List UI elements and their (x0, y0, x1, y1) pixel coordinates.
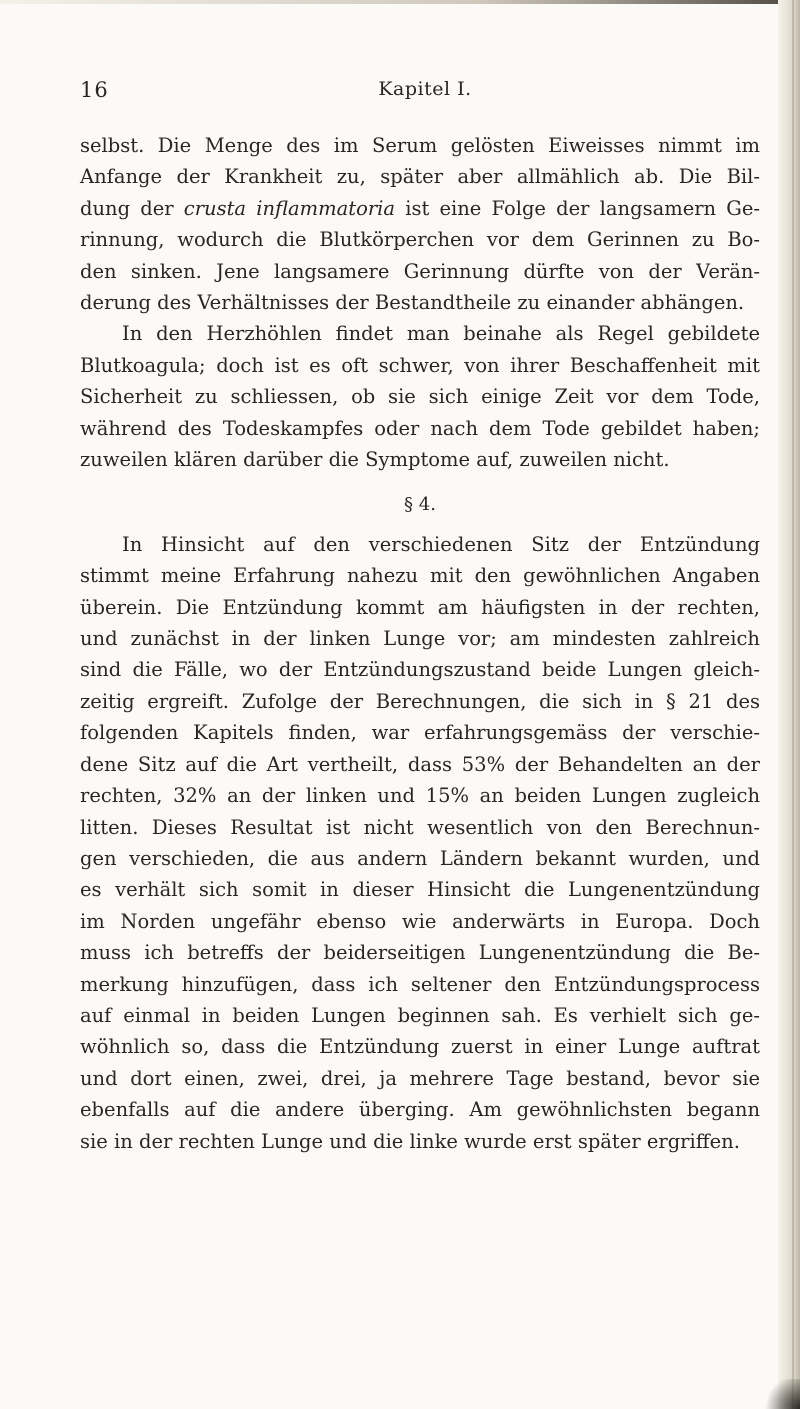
text-line: sie in der rechten Lunge und die linke wurde erst später ergriffen. (80, 1129, 740, 1153)
text-line: überein. Die Entzündung kommt am häufigsten in der rechten, (80, 595, 760, 619)
italic-term: crusta inflammatoria (183, 196, 396, 220)
top-edge-shadow (0, 0, 800, 4)
text-line: wöhnlich so, dass die Entzündung zuerst in einer Lunge auftrat (80, 1035, 760, 1059)
text-line: selbst. Die Menge des im Serum gelösten Eiweisses nimmt im (80, 134, 760, 157)
text-line: zuweilen klären darüber die Symptome auf, zuweilen nicht. (80, 448, 670, 472)
section-heading: § 4. (404, 494, 436, 516)
paragraph-3 (80, 529, 760, 1157)
text-line: stimmt meine Erfahrung nahezu mit den gewöhnlichen Angaben (80, 564, 760, 588)
text-line: merkung hinzufügen, dass ich seltener den Entzündungsprocess (80, 972, 760, 996)
text-line: gen verschieden, die aus andern Ländern bekannt wurden, und (80, 846, 760, 870)
text-line: ebenfalls auf die andere überging. Am gewöhnlichsten begann (80, 1098, 760, 1122)
text-line: es verhält sich somit in dieser Hinsicht die Lungenentzündung (80, 878, 760, 902)
text-line: derung des Verhältnisses der Bestandtheile zu einander abhängen. (80, 291, 745, 315)
text-line: litten. Dieses Resultat ist nicht wesentlich von den Berechnun- (80, 815, 760, 839)
page-edge (778, 0, 800, 1409)
body-text (80, 130, 760, 1157)
text-line: Anfange der Krankheit zu, später aber allmählich ab. Die Bil- (80, 165, 760, 189)
text-line: dene Sitz auf die Art vertheilt, dass 53% der Behandelten an der (80, 752, 760, 776)
paragraph-2 (80, 318, 760, 475)
text-line: rinnung, wodurch die Blutkörperchen vor dem Gerinnen zu Bo- (80, 228, 760, 252)
text-line: rechten, 32% an der linken und 15% an beiden Lungen zugleich (80, 784, 760, 808)
text-line: muss ich betreffs der beiderseitigen Lungenentzündung die Be- (80, 941, 760, 965)
text-line (80, 193, 760, 224)
text-span: ist eine Folge der langsamern Ge- (395, 196, 761, 220)
text-span: dung der (80, 196, 184, 220)
text-line: folgenden Kapitels finden, war erfahrungsgemäss der verschie- (80, 721, 760, 745)
text-line: Sicherheit zu schliessen, ob sie sich einige Zeit vor dem Tode, (80, 385, 760, 409)
corner-shadow (760, 1379, 800, 1409)
text-line: Blutkoagula; doch ist es oft schwer, von ihrer Beschaffenheit mit (80, 353, 760, 377)
page-number: 16 (80, 78, 109, 102)
text-line: den sinken. Jene langsamere Gerinnung dürfte von der Verän- (80, 259, 760, 283)
text-line: zeitig ergreift. Zufolge der Berechnungen, die sich in § 21 des (80, 689, 760, 713)
text-line: im Norden ungefähr ebenso wie anderwärts in Europa. Doch (80, 909, 760, 933)
page-edge-line (792, 0, 794, 1409)
text-line: sind die Fälle, wo der Entzündungszustand beide Lungen gleich- (80, 658, 760, 682)
page-header (80, 78, 770, 112)
text-line: und zunächst in der linken Lunge vor; am mindesten zahlreich (80, 627, 760, 651)
text-line: In Hinsicht auf den verschiedenen Sitz der Entzündung (122, 532, 760, 556)
text-line: und dort einen, zwei, drei, ja mehrere Tage bestand, bevor sie (80, 1066, 760, 1090)
running-head: Kapitel I. (378, 78, 472, 100)
text-line: während des Todeskampfes oder nach dem Tode gebildet haben; (80, 416, 760, 440)
paragraph-1 (80, 130, 760, 318)
text-line: auf einmal in beiden Lungen beginnen sah. Es verhielt sich ge- (80, 1003, 760, 1027)
text-line: In den Herzhöhlen findet man beinahe als Regel gebildete (122, 322, 760, 346)
